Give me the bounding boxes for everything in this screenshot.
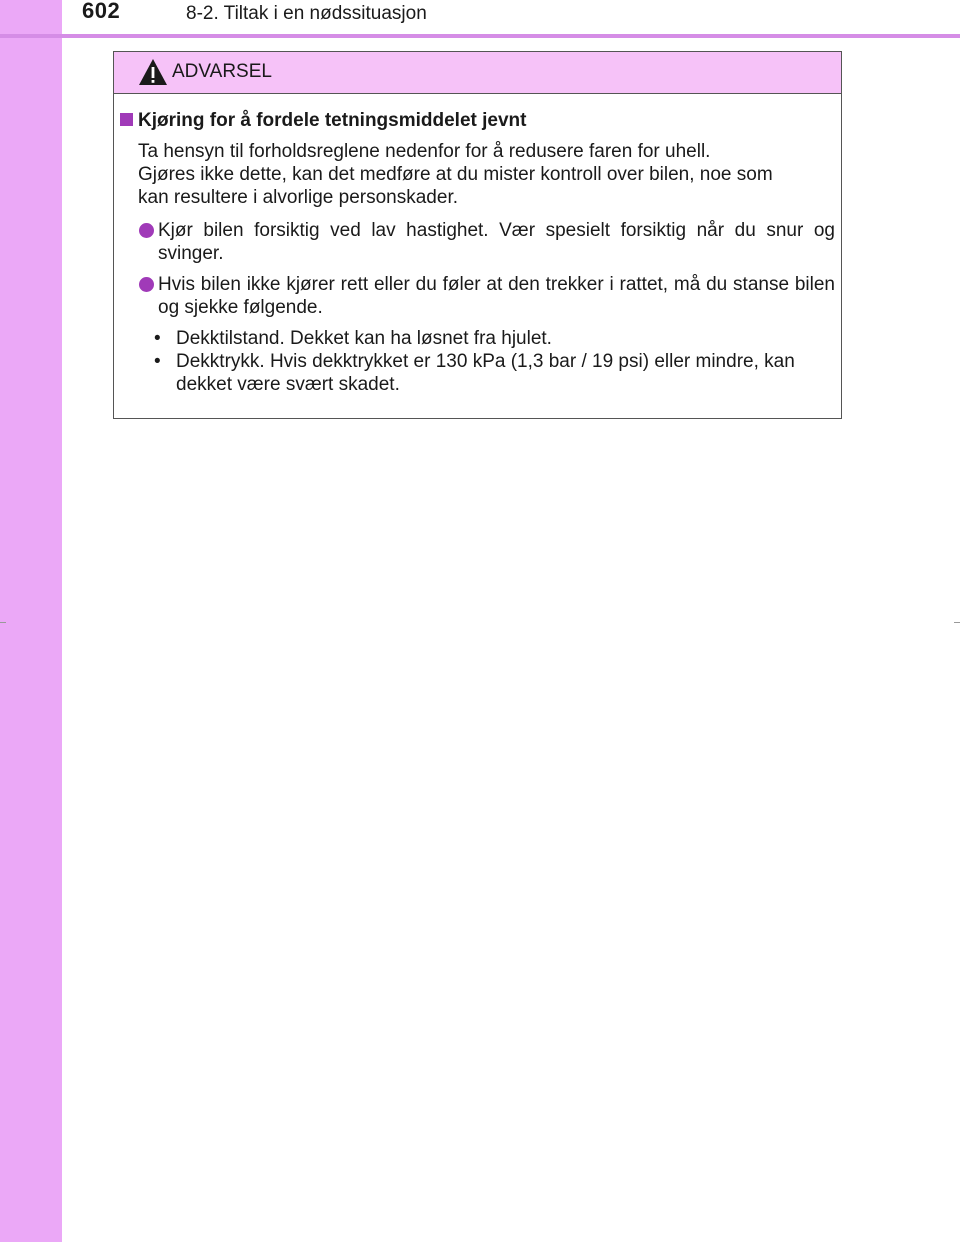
- round-bullet-icon: [139, 223, 154, 238]
- warning-header: [114, 52, 841, 94]
- header-rule: [0, 34, 960, 38]
- page-number: 602: [82, 0, 121, 23]
- sub-item: [154, 350, 834, 396]
- intro-line: Gjøres ikke dette, kan det medføre at du mister kontroll over bilen, noe som: [138, 164, 773, 185]
- side-band: [0, 0, 62, 1242]
- bullet-text: Hvis bilen ikke kjører rett eller du føler at den trekker i rattet, må du stanse bilen og sjekke følgende.: [158, 274, 835, 318]
- bullet-item: [139, 219, 835, 265]
- sub-bullet-mark: •: [154, 351, 161, 372]
- intro-line: kan resultere i alvorlige personskader.: [138, 187, 459, 208]
- warning-heading-text: Kjøring for å fordele tetningsmiddelet jevnt: [138, 110, 527, 131]
- warning-triangle-icon: [138, 58, 168, 86]
- round-bullet-icon: [139, 277, 154, 292]
- warning-heading: [120, 110, 526, 132]
- section-title: 8-2. Tiltak i en nødssituasjon: [186, 3, 427, 24]
- bullet-text: Kjør bilen forsiktig ved lav hastighet. Vær spesielt forsiktig når du snur og svinger.: [158, 220, 835, 264]
- square-bullet-icon: [120, 113, 133, 126]
- sub-item-text: Dekktrykk. Hvis dekktrykket er 130 kPa (1,3 bar / 19 psi) eller mindre, kan dekket være svært skadet.: [176, 351, 795, 395]
- intro-line: Ta hensyn til forholdsreglene nedenfor for å redusere faren for uhell.: [138, 141, 711, 162]
- bullet-item: [139, 273, 835, 319]
- crop-mark-right: [954, 622, 960, 623]
- sub-item: [154, 327, 834, 350]
- sub-bullet-mark: •: [154, 328, 161, 349]
- sub-item-text: Dekktilstand. Dekket kan ha løsnet fra hjulet.: [176, 328, 552, 349]
- crop-mark-left: [0, 622, 6, 623]
- warning-label: ADVARSEL: [172, 61, 272, 82]
- warning-box: [113, 51, 842, 419]
